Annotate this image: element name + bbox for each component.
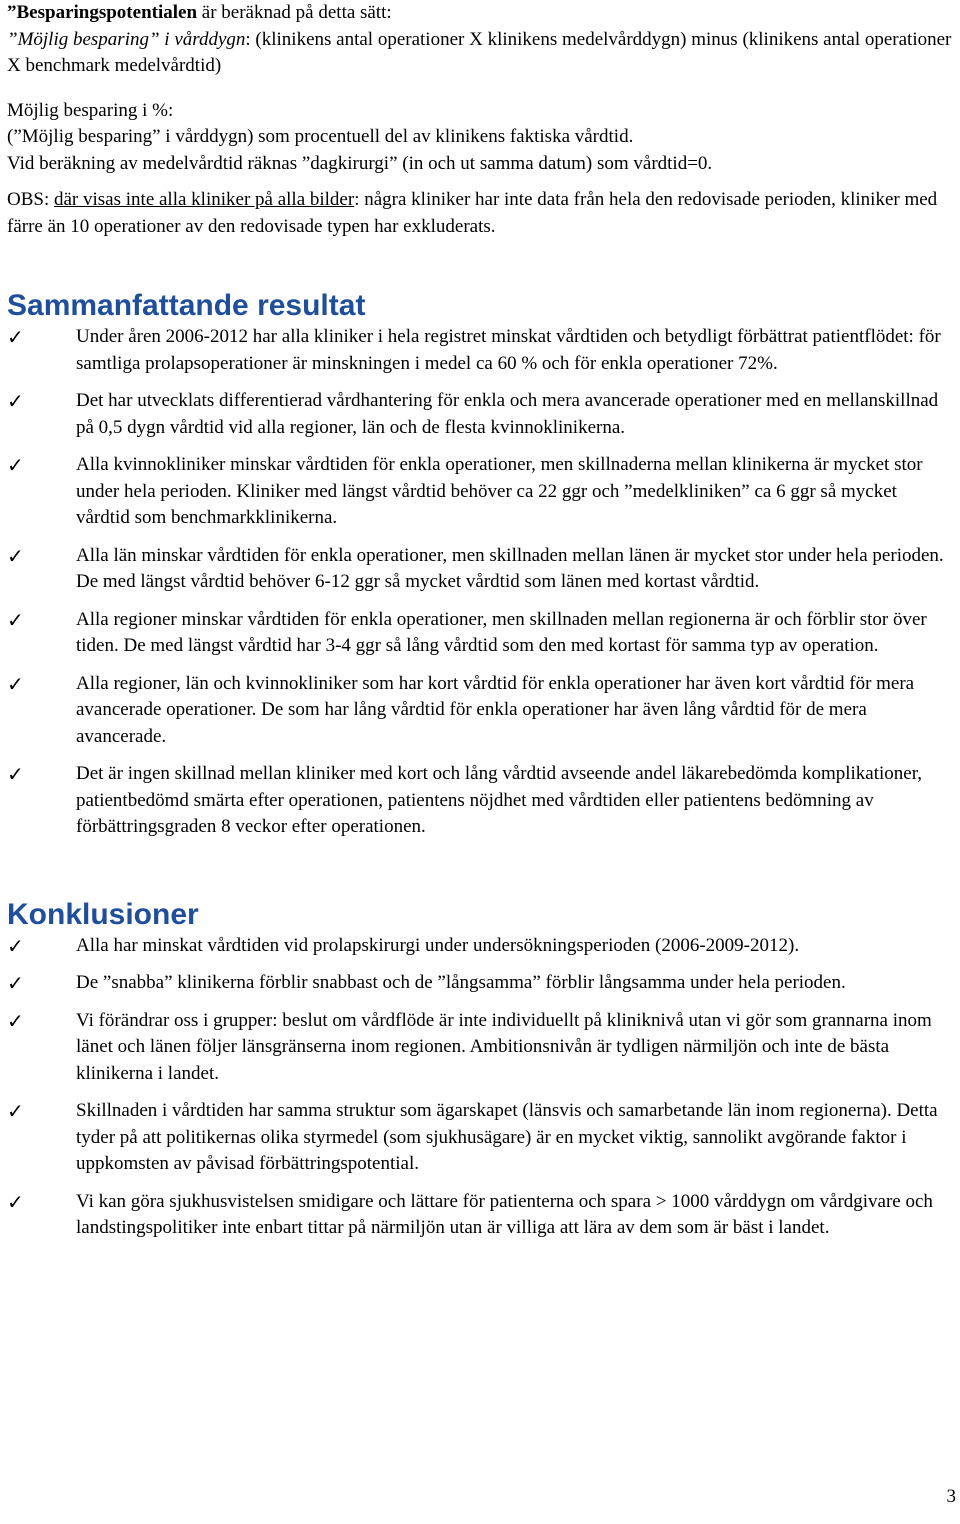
checkmark-icon: ✓ bbox=[7, 1189, 24, 1214]
list-item-text: Det har utvecklats differentierad vårdhantering för enkla och mera avancerade operationer med en mellanskillnad på 0,5 dygn vårdtid vid alla regioner, län och de flesta kvinnoklinikerna. bbox=[76, 390, 939, 438]
obs-text: : några kliniker har inte data från hela den redovisade perioden, kliniker med färre än 10 operationer av den redovisade typen har exkluderats. bbox=[7, 189, 938, 237]
obs-paragraph bbox=[7, 187, 955, 240]
percent-definition: (”Möjlig besparing” i vårddygn) som procentuell del av klinikens faktiska vårdtid. bbox=[7, 126, 634, 147]
list-item-text: Vi kan göra sjukhusvistelsen smidigare och lättare för patienterna och spara > 1000 vårddygn om vårdgivare och landstingspolitiker inte enbart tittar på närmiljön utan är villiga att lära av dem som är bäst i landet. bbox=[76, 1190, 933, 1238]
intro-italic-term: ”Möjlig besparing” i vårddygn bbox=[7, 28, 246, 50]
results-list bbox=[7, 324, 955, 841]
checkmark-icon: ✓ bbox=[7, 607, 24, 632]
list-item bbox=[7, 607, 955, 660]
document-page bbox=[7, 0, 955, 1242]
list-item-text: Vi förändrar oss i grupper: beslut om vårdflöde är inte individuellt på kliniknivå utan vi gör som grannarna inom länet och länen följer länsgränserna inom regionen. Ambitionsnivån är tydligen närmiljön och inte de bästa klinikerna i landet. bbox=[76, 1009, 932, 1084]
list-item-text: Alla regioner minskar vårdtiden för enkla operationer, men skillnaden mellan regionerna är och förblir stor över tiden. De med längst vårdtid har 3-4 ggr så lång vårdtid som den med kortast för samma typ av operation. bbox=[76, 608, 927, 656]
list-item bbox=[7, 671, 955, 751]
list-item bbox=[7, 452, 955, 532]
list-item-text: Alla har minskat vårdtiden vid prolapskirurgi under undersökningsperioden (2006-2009-2012). bbox=[76, 934, 800, 956]
intro-formula: : (klinikens antal operationer X klinikens medelvårddygn) minus (klinikens antal operationer X benchmark medelvårdtid) bbox=[7, 28, 952, 76]
page-number: 3 bbox=[946, 1486, 956, 1507]
percent-paragraph bbox=[7, 98, 955, 178]
checkmark-icon: ✓ bbox=[7, 762, 24, 786]
section-heading-results: Sammanfattande resultat bbox=[7, 289, 366, 322]
list-item-text: Alla kvinnokliniker minskar vårdtiden för enkla operationer, men skillnaderna mellan klinikerna är mycket stor under hela perioden. Kliniker med längst vårdtid behöver ca 22 ggr och ”medelkliniken” ca 6 ggr så mycket vårdtid som benchmarkklinikerna. bbox=[76, 454, 923, 528]
checkmark-icon: ✓ bbox=[7, 325, 24, 349]
list-item bbox=[7, 761, 955, 841]
list-item bbox=[7, 388, 955, 441]
list-item bbox=[7, 324, 955, 377]
list-item bbox=[7, 1098, 955, 1178]
checkmark-icon: ✓ bbox=[7, 543, 24, 568]
list-item-text: Under åren 2006-2012 har alla kliniker i hela registret minskat vårdtiden och betydligt förbättrat patientflödet: för samtliga prolapsoperationer är minskningen i medel ca 60 % och för enkla operationer 72%. bbox=[76, 326, 941, 374]
intro-bold-term: ”Besparingspotentialen bbox=[7, 2, 198, 23]
conclusions-list bbox=[7, 933, 955, 1242]
list-item bbox=[7, 1008, 955, 1088]
obs-underlined: där visas inte alla kliniker på alla bilder bbox=[54, 189, 355, 210]
checkmark-icon: ✓ bbox=[7, 1099, 24, 1123]
checkmark-icon: ✓ bbox=[7, 453, 24, 477]
percent-title: Möjlig besparing i %: bbox=[7, 99, 174, 121]
daysurgery-note: Vid beräkning av medelvårdtid räknas ”dagkirurgi” (in och ut samma datum) som vårdtid=0. bbox=[7, 152, 713, 174]
list-item-text: Alla län minskar vårdtiden för enkla operationer, men skillnaden mellan länen är mycket stor under hela perioden. De med längst vårdtid behöver 6-12 ggr så mycket vårdtid som länen med kortast vårdtid. bbox=[76, 544, 944, 592]
checkmark-icon: ✓ bbox=[7, 1008, 24, 1033]
list-item-text: Skillnaden i vårdtiden har samma struktur som ägarskapet (länsvis och samarbetande län inom regionerna). Detta tyder på att politikernas olika styrmedel (som sjukhusägare) är en mycket viktig, sannolikt avgörande faktor i uppkomsten av påvisad förbättringspotential. bbox=[76, 1100, 938, 1174]
list-item bbox=[7, 933, 955, 960]
list-item-text: De ”snabba” klinikerna förblir snabbast och de ”långsamma” förblir långsamma under hela perioden. bbox=[76, 972, 846, 993]
checkmark-icon: ✓ bbox=[7, 933, 24, 958]
section-heading-conclusions: Konklusioner bbox=[7, 897, 199, 931]
list-item bbox=[7, 970, 955, 997]
list-item-text: Det är ingen skillnad mellan kliniker med kort och lång vårdtid avseende andel läkarebedömda komplikationer, patientbedömd smärta efter operationen, patientens nöjdhet med vårdtiden eller patientens bedömning av förbättringsgraden 8 veckor efter operationen. bbox=[76, 763, 923, 837]
obs-prefix: OBS: bbox=[7, 189, 54, 210]
intro-paragraph bbox=[7, 0, 955, 80]
checkmark-icon: ✓ bbox=[7, 971, 24, 995]
intro-text: är beräknad på detta sätt: bbox=[197, 2, 392, 23]
checkmark-icon: ✓ bbox=[7, 389, 24, 413]
list-item bbox=[7, 1189, 955, 1242]
list-item bbox=[7, 543, 955, 596]
checkmark-icon: ✓ bbox=[7, 671, 24, 696]
list-item-text: Alla regioner, län och kvinnokliniker som har kort vårdtid för enkla operationer har även kort vårdtid för mera avancerade operationer. De som har lång vårdtid för enkla operationer har även lång vårdtid för de mera avancerade. bbox=[76, 672, 915, 747]
